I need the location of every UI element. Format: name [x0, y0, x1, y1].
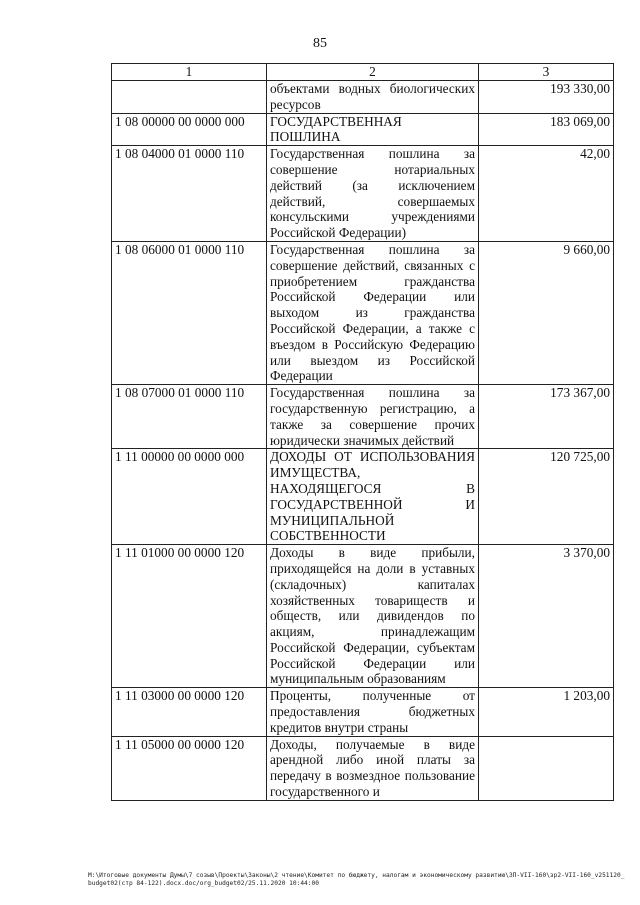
column-header: 2 [267, 64, 479, 81]
row-code: 1 08 07000 01 0000 110 [112, 385, 267, 449]
row-amount: 9 660,00 [479, 241, 614, 384]
document-path-footer: M:\Итоговые документы Думы\7 созыв\Проекты\Законы\2 чтение\Комитет по бюджету, налогам и экономическому развитию\ЗП-VII-160\зр2-VII-160_v251120_budget02(стр 84-122).docx.doc/org_budget02/25.11.2020 10:44:00 [88, 872, 625, 887]
row-name: Проценты, полученные от предоставления бюджетных кредитов внутри страны [267, 688, 479, 736]
table-row [112, 385, 614, 449]
row-code: 1 08 06000 01 0000 110 [112, 241, 267, 384]
table-row [112, 241, 614, 384]
column-header: 3 [479, 64, 614, 81]
page-number: 85 [313, 36, 327, 51]
row-name: Государственная пошлина за государственную регистрацию, а также за совершение прочих юридически значимых действий [267, 385, 479, 449]
table-row [112, 545, 614, 688]
row-name: объектами водных биологических ресурсов [267, 81, 479, 114]
row-amount [479, 736, 614, 800]
row-amount: 193 330,00 [479, 81, 614, 114]
row-code: 1 08 00000 00 0000 000 [112, 113, 267, 146]
row-amount: 1 203,00 [479, 688, 614, 736]
table-row [112, 146, 614, 242]
row-name: ГОСУДАРСТВЕННАЯ ПОШЛИНА [267, 113, 479, 146]
row-code [112, 81, 267, 114]
budget-table [111, 63, 614, 801]
row-amount: 42,00 [479, 146, 614, 242]
row-name: Доходы в виде прибыли, приходящейся на доли в уставных (складочных) капиталах хозяйственных товариществ и обществ, или дивидендов по акциям, принадлежащим Российской Федерации, субъектам Российской Федерации или муниципальным образованиям [267, 545, 479, 688]
row-amount: 120 725,00 [479, 449, 614, 545]
column-header: 1 [112, 64, 267, 81]
row-name: Государственная пошлина за совершение действий, связанных с приобретением гражданства Российской Федерации или выходом из гражданства Российской Федерации, а также с въездом в Российскую Федерацию или выездом из Российской Федерации [267, 241, 479, 384]
row-code: 1 08 04000 01 0000 110 [112, 146, 267, 242]
row-amount: 173 367,00 [479, 385, 614, 449]
table-header-row [112, 64, 614, 81]
row-code: 1 11 00000 00 0000 000 [112, 449, 267, 545]
row-name: ДОХОДЫ ОТ ИСПОЛЬЗОВАНИЯ ИМУЩЕСТВА, НАХОДЯЩЕГОСЯ В ГОСУДАРСТВЕННОЙ И МУНИЦИПАЛЬНОЙ СОБСТВЕННОСТИ [267, 449, 479, 545]
row-name: Государственная пошлина за совершение нотариальных действий (за исключением действий, совершаемых консульскими учреждениями Российской Федерации) [267, 146, 479, 242]
table-row [112, 736, 614, 800]
row-name: Доходы, получаемые в виде арендной либо иной платы за передачу в возмездное пользование государственного и [267, 736, 479, 800]
row-amount: 3 370,00 [479, 545, 614, 688]
row-amount: 183 069,00 [479, 113, 614, 146]
table-row [112, 113, 614, 146]
row-code: 1 11 05000 00 0000 120 [112, 736, 267, 800]
table-row [112, 449, 614, 545]
table-row [112, 688, 614, 736]
row-code: 1 11 03000 00 0000 120 [112, 688, 267, 736]
table-row [112, 81, 614, 114]
row-code: 1 11 01000 00 0000 120 [112, 545, 267, 688]
